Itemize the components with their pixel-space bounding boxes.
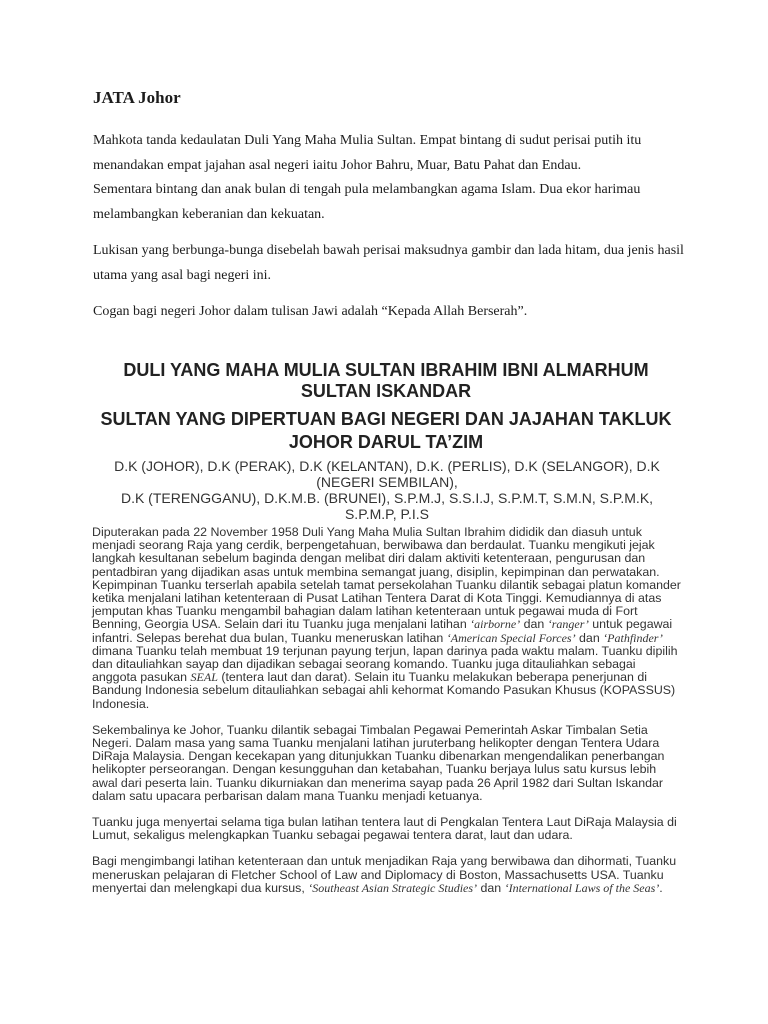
jata-paragraph: Sementara bintang dan anak bulan di tengah pula melambangkan agama Islam. Dua ekor harimau melambangkan keberanian dan kekuatan. bbox=[93, 182, 641, 222]
sultan-title-heading: SULTAN YANG DIPERTUAN BAGI NEGERI DAN JAJAHAN TAKLUK JOHOR DARUL TA’ZIM bbox=[100, 409, 672, 452]
biography-paragraph: Diputerakan pada 22 November 1958 Duli Yang Maha Mulia Sultan Ibrahim dididik dan diasuh untuk menjadi seorang Raja yang cerdik, berpengetahuan, berwibawa dan berdaulat. Tuanku mengikuti jejak langkah kesultanan sebelum baginda dengan melibat diri dalam aktiviti ketenteraan, pengurusan dan pentadbiran yang dijadikan asas untuk membina semangat juang, disiplin, kepimpinan dan perwatakan. Kepimpinan Tuanku terserlah apabila setelah tamat persekolahan Tuanku dilantik sebagai platun komander ketika menjalani latihan ketenteraan di Pusat Latihan Tentera Darat di Kota Tinggi. Kemudiannya di atas jemputan khas Tuanku mengambil bahagian dalam latihan ketenteraan untuk pegawai muda di Fort Benning, Georgia USA. Selain dari itu Tuanku juga menjalani latihan ‘airborne’ dan ‘ranger’ untuk pegawai infantri. Selepas berehat dua bulan, Tuanku meneruskan latihan ‘American Special Forces’ dan ‘Pathfinder’ dimana Tuanku telah membuat 19 terjunan payung terjun, lapan darinya pada waktu malam. Tuanku dipilih dan ditauliahkan sayap dan dijadikan sebagai seorang komando. Tuanku juga ditauliahkan sebagai anggota pasukan SEAL (tentera laut dan darat). Selain itu Tuanku melakukan beberapa penerjunan di Bandung Indonesia sebelum ditauliahkan sebagai ahli kehormat Komando Pasukan Khusus (KOPASSUS) Indonesia. bbox=[92, 525, 681, 711]
jata-paragraph: Mahkota tanda kedaulatan Duli Yang Maha Mulia Sultan. Empat bintang di sudut perisai putih itu menandakan empat jajahan asal negeri iaitu Johor Bahru, Muar, Batu Pahat dan Endau. bbox=[93, 133, 642, 173]
jata-paragraph: Cogan bagi negeri Johor dalam tulisan Jawi adalah “Kepada Allah Berserah”. bbox=[93, 304, 528, 319]
biography-paragraph: Tuanku juga menyertai selama tiga bulan latihan tentera laut di Pengkalan Tentera Laut DiRaja Malaysia di Lumut, sekaligus melengkapkan Tuanku sebagai pegawai tentera darat, laut dan udara. bbox=[92, 815, 677, 843]
jata-paragraph: Lukisan yang berbunga-bunga disebelah bawah perisai maksudnya gambir dan lada hitam, dua jenis hasil utama yang asal bagi negeri ini. bbox=[93, 243, 684, 283]
sultan-name-heading: DULI YANG MAHA MULIA SULTAN IBRAHIM IBNI ALMARHUM SULTAN ISKANDAR bbox=[123, 360, 649, 401]
jata-section bbox=[93, 87, 693, 325]
honors-line: D.K (TERENGGANU), D.K.M.B. (BRUNEI), S.P.M.J, S.S.I.J, S.P.M.T, S.M.N, S.P.M.K, S.P.M.P, P.I.S bbox=[120, 490, 654, 522]
honors-list bbox=[94, 458, 680, 522]
biography-paragraph: Bagi mengimbangi latihan ketenteraan dan untuk menjadikan Raja yang berwibawa dan dihormati, Tuanku meneruskan pelajaran di Fletcher School of Law and Diplomacy di Boston, Massachusetts USA. Tuanku menyertai dan melengkapi dua kursus, ‘Southeast Asian Strategic Studies’ dan ‘International Laws of the Seas’. bbox=[92, 854, 677, 895]
biography-paragraph: Sekembalinya ke Johor, Tuanku dilantik sebagai Timbalan Pegawai Pemerintah Askar Timbalan Setia Negeri. Dalam masa yang sama Tuanku menjalani latihan juruterbang helikopter dengan Tentera Udara DiRaja Malaysia. Dengan kecekapan yang ditunjukkan Tuanku dibenarkan mengendalikan penerbangan helikopter perseorangan. Dengan kesungguhan dan ketabahan, Tuanku berjaya lulus satu kursus lebih awal dari peserta lain. Tuanku dikurniakan dan menerima sayap pada 26 April 1982 dari Sultan Iskandar dalam satu upacara perbarisan dalam mana Tuanku menjadi ketuanya. bbox=[92, 722, 665, 803]
section-title: JATA Johor bbox=[93, 88, 181, 107]
honors-line: D.K (JOHOR), D.K (PERAK), D.K (KELANTAN), D.K. (PERLIS), D.K (SELANGOR), D.K (NEGERI SEMBILAN), bbox=[114, 458, 660, 490]
biography-section bbox=[92, 526, 682, 895]
